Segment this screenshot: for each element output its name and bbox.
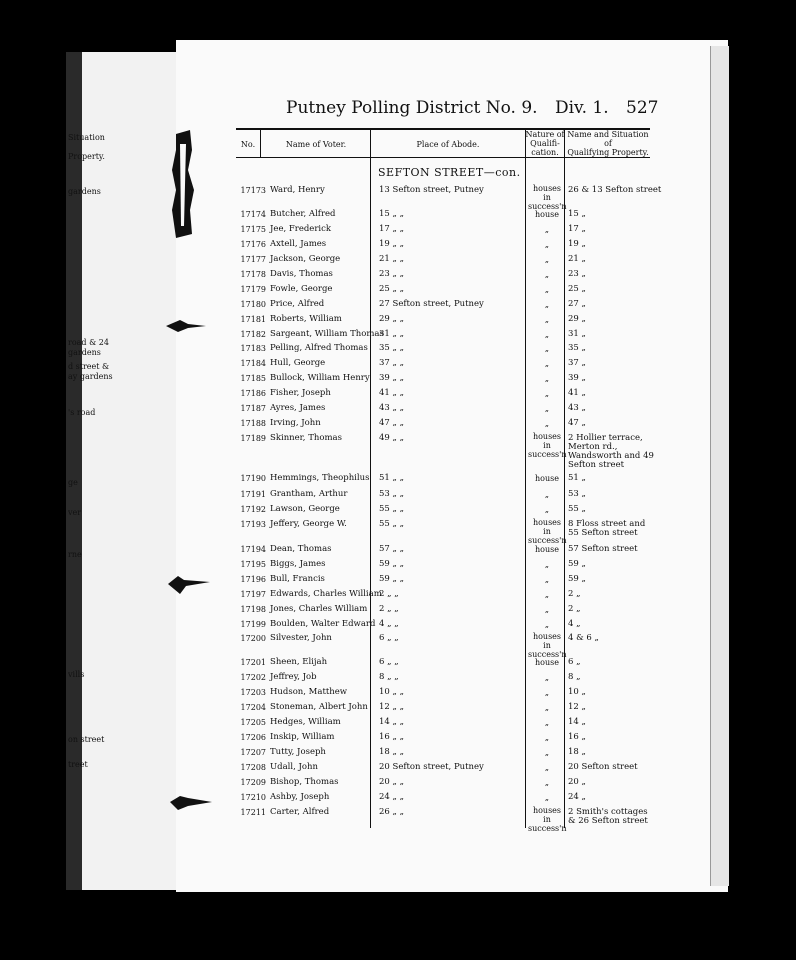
qualifying-property: 27 „ [568, 299, 586, 309]
place-of-abode: 8 „ „ [379, 672, 399, 682]
qualifying-property: 41 „ [568, 388, 586, 398]
voter-number: 17176 [240, 240, 266, 249]
qualifying-property: 23 „ [568, 269, 586, 279]
voter-name: Roberts, William [270, 314, 342, 324]
place-of-abode: 4 „ „ [379, 619, 399, 629]
qualifying-property: 37 „ [568, 358, 586, 368]
voter-number: 17177 [240, 255, 266, 264]
place-of-abode: 18 „ „ [379, 747, 405, 757]
prev-page-fragment: gardens [68, 348, 101, 357]
qualification: „ [544, 240, 550, 249]
qualification: „ [544, 490, 550, 499]
voter-number: 17185 [240, 374, 266, 383]
voter-number: 17199 [240, 620, 266, 629]
qualifying-property: 16 „ [568, 732, 586, 742]
voter-name: Jee, Frederick [270, 224, 332, 234]
place-of-abode: 6 „ „ [379, 633, 399, 643]
voter-number: 17196 [240, 575, 266, 584]
place-of-abode: 12 „ „ [379, 702, 405, 712]
voter-name: Bull, Francis [270, 574, 325, 584]
page-mark [170, 794, 212, 810]
voter-number: 17181 [240, 315, 266, 324]
prev-page-fragment: Property. [68, 152, 105, 161]
voter-number: 17192 [240, 505, 266, 514]
voter-number: 17173 [240, 186, 266, 195]
qualifying-property: 59 „ [568, 559, 586, 569]
qualification: „ [544, 793, 550, 802]
voter-name: Stoneman, Albert John [270, 702, 368, 712]
voter-name: Udall, John [270, 762, 318, 772]
voter-name: Pelling, Alfred Thomas [270, 343, 368, 353]
voter-name: Edwards, Charles William [270, 589, 382, 599]
qualifying-property: 39 „ [568, 373, 586, 383]
voter-name: Ashby, Joseph [270, 792, 330, 802]
qualification: „ [544, 605, 550, 614]
qualification: „ [544, 315, 550, 324]
voter-number: 17211 [240, 808, 266, 817]
place-of-abode: 23 „ „ [379, 269, 405, 279]
voter-number: 17195 [240, 560, 266, 569]
place-of-abode: 26 „ „ [379, 807, 405, 817]
qualifying-property: 2 Smith's cottages & 26 Sefton street [568, 807, 648, 826]
prev-page-fragment: 's road [68, 408, 96, 417]
voter-number: 17183 [240, 344, 266, 353]
voter-name: Price, Alfred [270, 299, 325, 309]
place-of-abode: 53 „ „ [379, 489, 405, 499]
place-of-abode: 20 „ „ [379, 777, 405, 787]
place-of-abode: 17 „ „ [379, 224, 405, 234]
place-of-abode: 24 „ „ [379, 792, 405, 802]
prev-page-fragment: vills [68, 670, 85, 679]
qualifying-property: 26 & 13 Sefton street [568, 185, 662, 195]
voter-name: Fisher, Joseph [270, 388, 331, 398]
qualifying-property: 14 „ [568, 717, 586, 727]
voter-number: 17193 [240, 520, 266, 529]
qualifying-property: 8 „ [568, 672, 581, 682]
voter-name: Hudson, Matthew [270, 687, 348, 697]
qualification: houses in success'n [528, 632, 567, 659]
voter-name: Carter, Alfred [270, 807, 330, 817]
place-of-abode: 27 Sefton street, Putney [379, 299, 484, 309]
voter-name: Biggs, James [270, 559, 326, 569]
qualification: houses in success'n [528, 806, 567, 833]
qualification: „ [544, 575, 550, 584]
voter-number: 17186 [240, 389, 266, 398]
qualification: house [535, 545, 559, 554]
qualification: „ [544, 359, 550, 368]
qualifying-property: 25 „ [568, 284, 586, 294]
header-bottom-rule [236, 157, 650, 158]
voter-number: 17208 [240, 763, 266, 772]
place-of-abode: 57 „ „ [379, 544, 405, 554]
voter-name: Irving, John [270, 418, 321, 428]
column-header-name: Name of Voter. [285, 140, 347, 149]
place-of-abode: 51 „ „ [379, 473, 405, 483]
voter-number: 17194 [240, 545, 266, 554]
page-mark [168, 574, 210, 594]
voter-number: 17206 [240, 733, 266, 742]
qualification: „ [544, 505, 550, 514]
street-section-title: SEFTON STREET—con. [378, 166, 521, 179]
qualifying-property: 31 „ [568, 329, 586, 339]
qualifying-property: 17 „ [568, 224, 586, 234]
qualification: houses in success'n [528, 184, 567, 211]
voter-number: 17174 [240, 210, 266, 219]
qualification: „ [544, 673, 550, 682]
qualifying-property: 21 „ [568, 254, 586, 264]
qualification: „ [544, 285, 550, 294]
place-of-abode: 25 „ „ [379, 284, 405, 294]
voter-number: 17190 [240, 474, 266, 483]
column-divider [260, 128, 261, 158]
binding-slot [170, 130, 196, 238]
voter-name: Hedges, William [270, 717, 341, 727]
voter-name: Jeffrey, Job [270, 672, 317, 682]
voter-name: Jackson, George [270, 254, 341, 264]
voter-number: 17180 [240, 300, 266, 309]
qualifying-property: 4 & 6 „ [568, 633, 599, 643]
voter-number: 17210 [240, 793, 266, 802]
column-header-property [565, 130, 651, 157]
voter-number: 17197 [240, 590, 266, 599]
voter-name: Ayres, James [270, 403, 326, 413]
place-of-abode: 55 „ „ [379, 504, 405, 514]
voter-number: 17201 [240, 658, 266, 667]
voter-number: 17191 [240, 490, 266, 499]
qualification: „ [544, 703, 550, 712]
place-of-abode: 13 Sefton street, Putney [379, 185, 484, 195]
qualification: „ [544, 718, 550, 727]
qualification: „ [544, 763, 550, 772]
place-of-abode: 20 Sefton street, Putney [379, 762, 484, 772]
voter-number: 17202 [240, 673, 266, 682]
place-of-abode: 14 „ „ [379, 717, 405, 727]
qualifying-property: 20 Sefton street [568, 762, 638, 772]
place-of-abode: 10 „ „ [379, 687, 405, 697]
voter-name: Bishop, Thomas [270, 777, 339, 787]
qualification: „ [544, 590, 550, 599]
qualification: „ [544, 374, 550, 383]
page-number: 527 [626, 98, 659, 118]
voter-name: Axtell, James [270, 239, 327, 249]
qualification: „ [544, 404, 550, 413]
header-line: Qualifi- [530, 139, 560, 148]
place-of-abode: 43 „ „ [379, 403, 405, 413]
qualification: „ [544, 225, 550, 234]
qualifying-property: 55 „ [568, 504, 586, 514]
column-divider [525, 128, 526, 828]
qualifying-property: 2 Hollier terrace, Merton rd., Wandsworth and 49 Sefton street [568, 433, 654, 470]
prev-page-fragment: Situation [68, 133, 105, 142]
qualification: houses in success'n [528, 518, 567, 545]
prev-page-fragment: ge [68, 478, 78, 487]
qualification: „ [544, 620, 550, 629]
voter-number: 17182 [240, 330, 266, 339]
column-header-qualification [525, 130, 565, 157]
qualification: „ [544, 688, 550, 697]
voter-number: 17189 [240, 434, 266, 443]
place-of-abode: 29 „ „ [379, 314, 405, 324]
voter-number: 17178 [240, 270, 266, 279]
page-stack-edge [710, 46, 729, 886]
qualifying-property: 2 „ [568, 589, 581, 599]
column-header-no: No. [240, 140, 256, 149]
voter-name: Skinner, Thomas [270, 433, 342, 443]
qualification: „ [544, 778, 550, 787]
page-header [286, 98, 659, 118]
column-divider [370, 128, 371, 828]
place-of-abode: 49 „ „ [379, 433, 405, 443]
qualifying-property: 18 „ [568, 747, 586, 757]
voter-number: 17205 [240, 718, 266, 727]
prev-page-fragment: d street & [68, 362, 110, 371]
page-mark [166, 318, 206, 332]
qualifying-property: 51 „ [568, 473, 586, 483]
qualification: house [535, 658, 559, 667]
qualifying-property: 12 „ [568, 702, 586, 712]
place-of-abode: 2 „ „ [379, 589, 399, 599]
voter-name: Bullock, William Henry [270, 373, 370, 383]
header-line: Nature of [525, 130, 565, 139]
voter-number: 17175 [240, 225, 266, 234]
voter-name: Silvester, John [270, 633, 332, 643]
place-of-abode: 6 „ „ [379, 657, 399, 667]
qualification: „ [544, 255, 550, 264]
place-of-abode: 59 „ „ [379, 574, 405, 584]
voter-name: Tutty, Joseph [270, 747, 326, 757]
voter-name: Inskip, William [270, 732, 335, 742]
qualification: „ [544, 300, 550, 309]
qualifying-property: 35 „ [568, 343, 586, 353]
place-of-abode: 21 „ „ [379, 254, 405, 264]
prev-page-fragment: gardens [68, 187, 101, 196]
place-of-abode: 37 „ „ [379, 358, 405, 368]
voter-number: 17207 [240, 748, 266, 757]
place-of-abode: 59 „ „ [379, 559, 405, 569]
column-header-abode: Place of Abode. [416, 140, 480, 149]
qualifying-property: 2 „ [568, 604, 581, 614]
division-label: Div. 1. [554, 98, 609, 118]
voter-name: Fowle, George [270, 284, 333, 294]
qualifying-property: 4 „ [568, 619, 581, 629]
voter-number: 17187 [240, 404, 266, 413]
voter-name: Dean, Thomas [270, 544, 332, 554]
voter-number: 17179 [240, 285, 266, 294]
prev-page-fragment: road & 24 [68, 338, 109, 347]
voter-name: Jeffery, George W. [270, 519, 347, 529]
qualifying-property: 59 „ [568, 574, 586, 584]
qualification: houses in success'n [528, 432, 567, 459]
qualification: „ [544, 560, 550, 569]
qualifying-property: 53 „ [568, 489, 586, 499]
voter-number: 17203 [240, 688, 266, 697]
qualifying-property: 6 „ [568, 657, 581, 667]
place-of-abode: 39 „ „ [379, 373, 405, 383]
voter-name: Davis, Thomas [270, 269, 333, 279]
voter-number: 17209 [240, 778, 266, 787]
place-of-abode: 2 „ „ [379, 604, 399, 614]
qualification: „ [544, 344, 550, 353]
qualifying-property: 10 „ [568, 687, 586, 697]
voter-name: Hull, George [270, 358, 326, 368]
qualification: „ [544, 748, 550, 757]
qualifying-property: 57 Sefton street [568, 544, 638, 554]
voter-name: Ward, Henry [270, 185, 325, 195]
qualifying-property: 15 „ [568, 209, 586, 219]
qualifying-property: 8 Floss street and 55 Sefton street [568, 519, 646, 538]
qualification: „ [544, 419, 550, 428]
qualifying-property: 20 „ [568, 777, 586, 787]
voter-name: Sargeant, William Thomas [270, 329, 384, 339]
place-of-abode: 47 „ „ [379, 418, 405, 428]
prev-page-fragment: rne [68, 550, 82, 559]
qualification: „ [544, 330, 550, 339]
voter-name: Sheen, Elijah [270, 657, 328, 667]
place-of-abode: 16 „ „ [379, 732, 405, 742]
qualifying-property: 47 „ [568, 418, 586, 428]
qualifying-property: 24 „ [568, 792, 586, 802]
voter-name: Boulden, Walter Edward [270, 619, 376, 629]
place-of-abode: 19 „ „ [379, 239, 405, 249]
qualification: house [535, 474, 559, 483]
header-line: Name and Situation [567, 130, 649, 139]
qualification: house [535, 210, 559, 219]
place-of-abode: 55 „ „ [379, 519, 405, 529]
place-of-abode: 15 „ „ [379, 209, 405, 219]
voter-name: Lawson, George [270, 504, 340, 514]
qualifying-property: 19 „ [568, 239, 586, 249]
voter-name: Grantham, Arthur [270, 489, 348, 499]
voter-name: Butcher, Alfred [270, 209, 336, 219]
prev-page-fragment: ver [68, 508, 82, 517]
place-of-abode: 35 „ „ [379, 343, 405, 353]
qualifying-property: 43 „ [568, 403, 586, 413]
voter-number: 17204 [240, 703, 266, 712]
voter-number: 17198 [240, 605, 266, 614]
voter-number: 17184 [240, 359, 266, 368]
qualification: „ [544, 389, 550, 398]
place-of-abode: 41 „ „ [379, 388, 405, 398]
voter-name: Jones, Charles William [270, 604, 368, 614]
qualification: „ [544, 733, 550, 742]
prev-page-fragment: ay gardens [68, 372, 113, 381]
place-of-abode: 31 „ „ [379, 329, 405, 339]
qualification: „ [544, 270, 550, 279]
header-line: of [604, 139, 612, 148]
header-line: cation. [531, 148, 559, 157]
qualifying-property: 29 „ [568, 314, 586, 324]
voter-name: Hemmings, Theophilus [270, 473, 370, 483]
voter-number: 17188 [240, 419, 266, 428]
prev-page-fragment: on street [68, 735, 105, 744]
voter-number: 17200 [240, 634, 266, 643]
header-line: Qualifying Property. [567, 148, 649, 157]
prev-page-fragment: treet [68, 760, 88, 769]
district-title: Putney Polling District No. 9. [286, 98, 538, 118]
